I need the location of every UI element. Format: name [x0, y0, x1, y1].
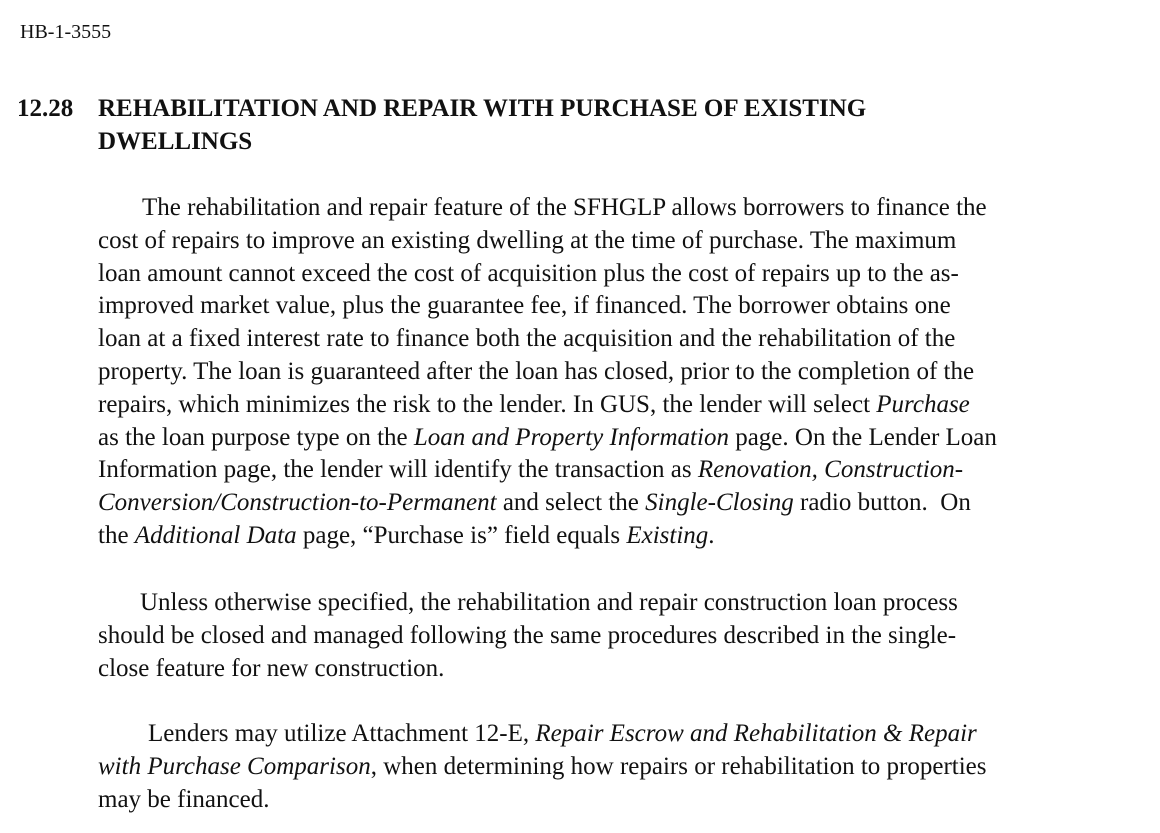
- text-line: the Additional Data page, “Purchase is” field equals Existing.: [98, 521, 715, 549]
- italic-term: with Purchase Comparison: [98, 752, 371, 780]
- paragraph-attachment-reference: [98, 718, 1138, 816]
- italic-term: Conversion/Construction-to-Permanent: [98, 489, 497, 517]
- document-id: HB-1-3555: [20, 21, 112, 43]
- text-line: Lenders may utilize Attachment 12-E, Repair Escrow and Rehabilitation & Repair: [148, 720, 977, 747]
- section-number: 12.28: [17, 95, 74, 122]
- text-line: Conversion/Construction-to-Permanent and select the Single-Closing radio button. On: [98, 489, 971, 517]
- text-line: Unless otherwise specified, the rehabilitation and repair construction loan process: [140, 589, 958, 616]
- text-line: Information page, the lender will identify the transaction as Renovation, Construction-: [98, 456, 964, 484]
- italic-term: Existing: [626, 521, 709, 549]
- text-line: repairs, which minimizes the risk to the lender. In GUS, the lender will select Purchase: [98, 390, 970, 418]
- italic-term: Single-Closing: [645, 489, 794, 517]
- text-line: improved market value, plus the guarantee fee, if financed. The borrower obtains one: [98, 292, 951, 320]
- section-title-line-2: DWELLINGS: [98, 128, 253, 155]
- paragraph-rehab-feature: [98, 192, 1138, 553]
- text-line: loan amount cannot exceed the cost of acquisition plus the cost of repairs up to the as-: [98, 259, 959, 287]
- paragraph-closing-process: [98, 587, 1138, 685]
- text-line: property. The loan is guaranteed after the loan has closed, prior to the completion of the: [98, 357, 975, 385]
- text-line: may be financed.: [98, 785, 270, 813]
- text-line: loan at a fixed interest rate to finance both the acquisition and the rehabilitation of the: [98, 325, 956, 353]
- italic-term: Additional Data: [134, 521, 297, 549]
- text-line: as the loan purpose type on the Loan and Property Information page. On the Lender Loan: [98, 423, 997, 451]
- text-line: close feature for new construction.: [98, 654, 445, 682]
- text-line: with Purchase Comparison, when determining how repairs or rehabilitation to properties: [98, 752, 987, 780]
- text-line: The rehabilitation and repair feature of the SFHGLP allows borrowers to finance the: [142, 194, 987, 221]
- text-line: cost of repairs to improve an existing dwelling at the time of purchase. The maximum: [98, 226, 957, 254]
- italic-term: Loan and Property Information: [413, 423, 729, 451]
- italic-term: Purchase: [876, 390, 970, 418]
- text-line: should be closed and managed following the same procedures described in the single-: [98, 621, 957, 649]
- italic-term: Repair Escrow and Rehabilitation & Repair: [535, 720, 977, 747]
- section-title-line-1: REHABILITATION AND REPAIR WITH PURCHASE OF EXISTING: [98, 95, 867, 122]
- italic-term: Renovation, Construction-: [697, 456, 964, 484]
- section-title: [98, 92, 1058, 158]
